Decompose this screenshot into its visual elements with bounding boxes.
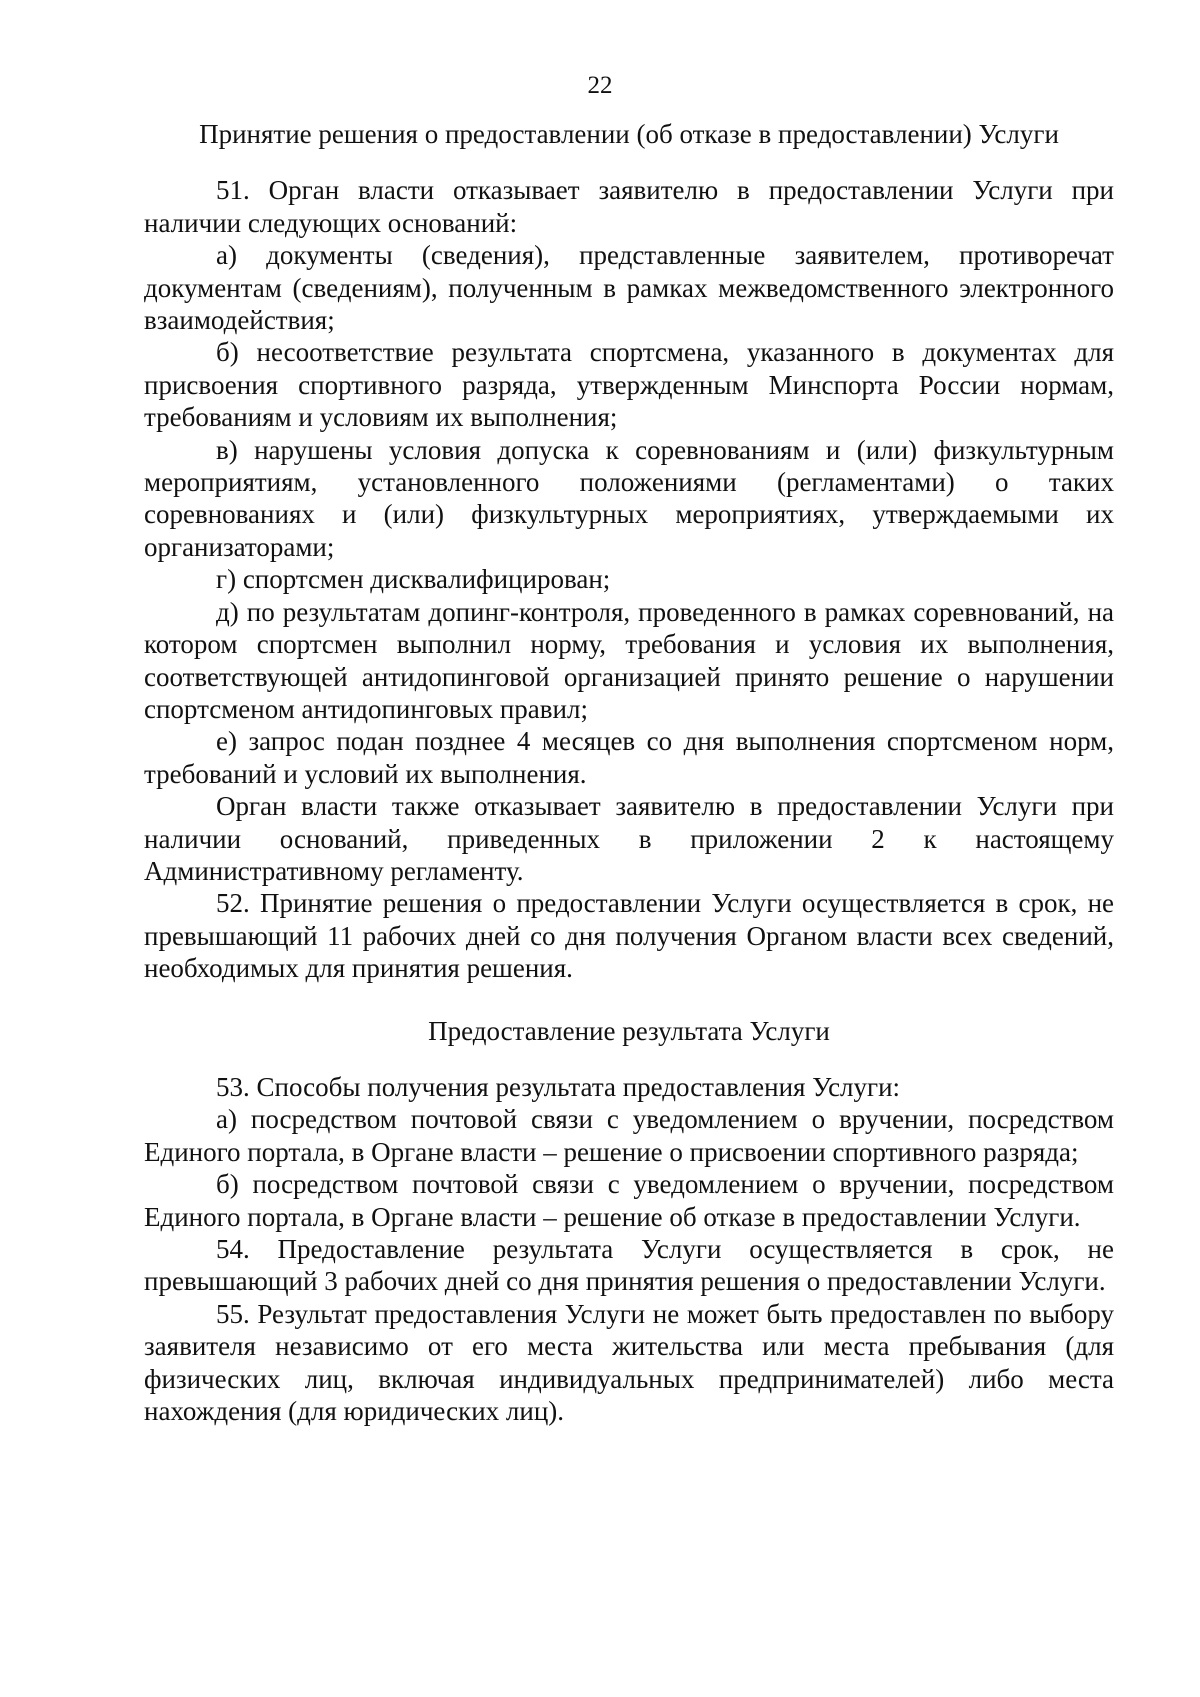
paragraph-51-additional: Орган власти также отказывает заявителю в предоставлении Услуги при наличии оснований, приведенных в приложении 2 к настоящему Административному регламенту.	[144, 791, 1114, 886]
paragraph-53-a: а) посредством почтовой связи с уведомлением о вручении, посредством Единого портала, в Органе власти – решение о присвоении спортивного разряда;	[144, 1104, 1114, 1167]
paragraph-51-g: г) спортсмен дисквалифицирован;	[216, 564, 611, 595]
paragraph-52: 52. Принятие решения о предоставлении Услуги осуществляется в срок, не превышающий 11 рабочих дней со дня получения Органом власти всех сведений, необходимых для принятия решения.	[144, 888, 1114, 984]
section-result	[144, 1071, 1114, 1427]
paragraph-51-b: б) несоответствие результата спортсмена, указанного в документах для присвоения спортивного разряда, утвержденным Минспорта России нормам, требованиям и условиям их выполнения;	[144, 337, 1114, 433]
paragraph-51-e: е) запрос подан позднее 4 месяцев со дня выполнения спортсменом норм, требований и условий их выполнения.	[144, 726, 1114, 789]
paragraph-53: 53. Способы получения результата предоставления Услуги:	[216, 1071, 901, 1102]
paragraph-51: 51. Орган власти отказывает заявителю в предоставлении Услуги при наличии следующих оснований:	[144, 175, 1114, 238]
paragraph-51-a: а) документы (сведения), представленные заявителем, противоречат документам (сведениям), полученным в рамках межведомственного электронного взаимодействия;	[144, 240, 1114, 336]
page-number: 22	[587, 72, 613, 99]
paragraph-51-d: д) по результатам допинг-контроля, проведенного в рамках соревнований, на котором спортсмен выполнил норму, требования и условия их выполнения, соответствующей антидопинговой организацией принято решение о нарушении спортсменом антидопинговых правил;	[144, 596, 1114, 724]
section-decision	[144, 174, 1114, 984]
document-body	[144, 118, 1114, 1427]
section-heading-decision: Принятие решения о предоставлении (об отказе в предоставлении) Услуги	[199, 119, 1059, 149]
paragraph-53-b: б) посредством почтовой связи с уведомлением о вручении, посредством Единого портала, в Органе власти – решение об отказе в предоставлении Услуги.	[144, 1169, 1114, 1232]
paragraph-54: 54. Предоставление результата Услуги осуществляется в срок, не превышающий 3 рабочих дней со дня принятия решения о предоставлении Услуги.	[144, 1234, 1114, 1297]
paragraph-55: 55. Результат предоставления Услуги не может быть предоставлен по выбору заявителя независимо от его места жительства или места пребывания (для физических лиц, включая индивидуальных предпринимателей) либо места нахождения (для юридических лиц).	[144, 1298, 1114, 1427]
section-heading-result: Предоставление результата Услуги	[428, 1015, 830, 1046]
paragraph-51-v: в) нарушены условия допуска к соревнованиям и (или) физкультурным мероприятиям, установленного положениями (регламентами) о таких соревнованиях и (или) физкультурных мероприятиях, утверждаемыми их организаторами;	[144, 434, 1114, 562]
